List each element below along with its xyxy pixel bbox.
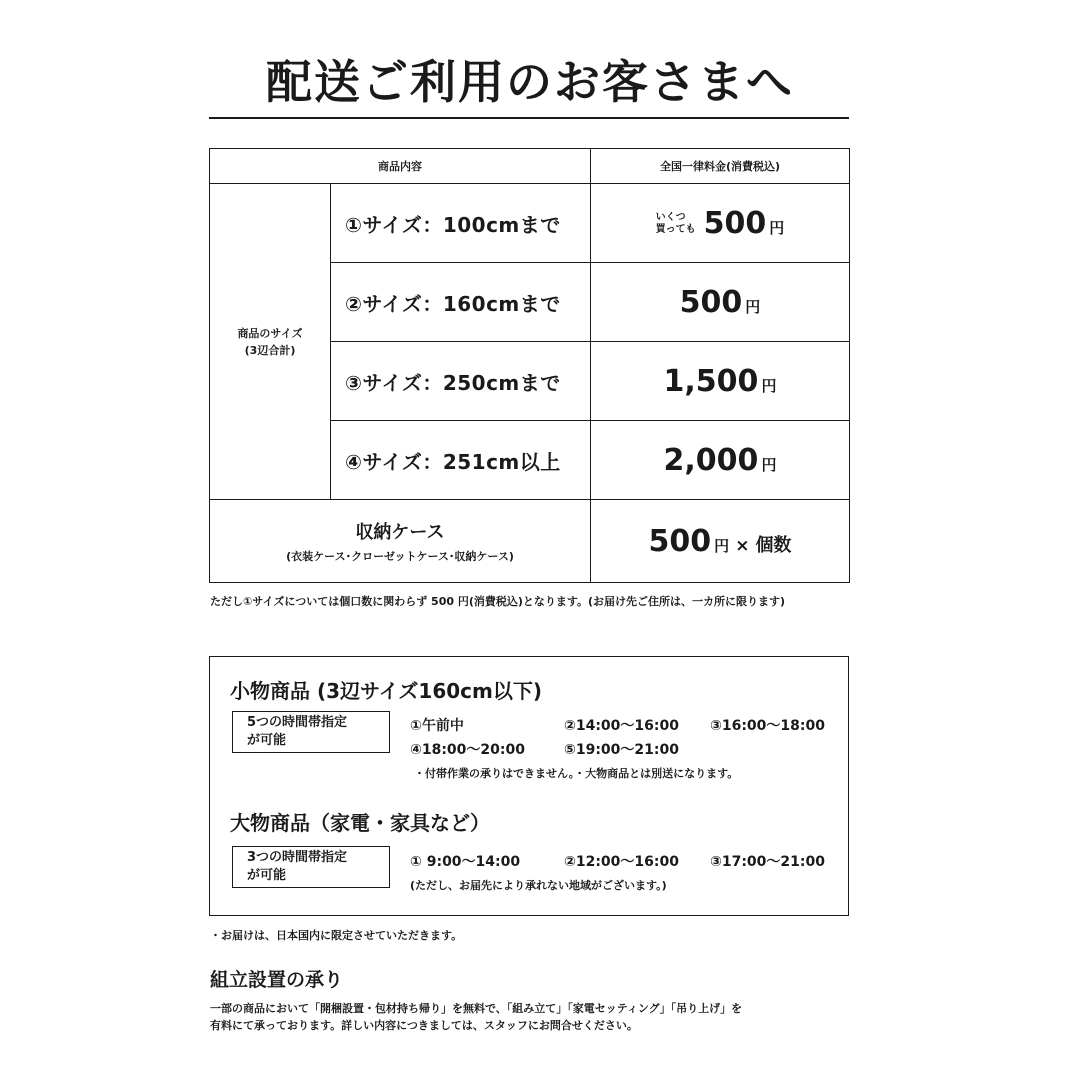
time-slot: ⑤19:00～21:00 — [564, 742, 679, 758]
small-items-heading: 小物商品 (3辺サイズ160cm以下) — [230, 679, 543, 703]
size-group-label-line2: (3辺合計) — [244, 343, 296, 357]
size-label: ③サイズ：250cmまで — [331, 342, 591, 421]
assembly-line2: 有料にて承っております。詳しい内容につきましては、スタッフにお問合せください。 — [210, 1019, 638, 1032]
size-label: ④サイズ：251cm以上 — [331, 421, 591, 500]
large-tag-line1: 3つの時間帯指定 — [247, 850, 348, 865]
yen-unit: 円 — [761, 455, 777, 474]
delivery-time-box — [209, 656, 849, 916]
table-row-storage — [210, 500, 850, 583]
time-slot: ① 9:00～14:00 — [410, 854, 521, 870]
times-sign: × — [735, 535, 750, 556]
large-items-note: (ただし、お届先により承れない地域がございます。) — [410, 879, 667, 892]
size-label: ①サイズ：100cmまで — [331, 184, 591, 263]
time-slot: ②12:00～16:00 — [564, 854, 679, 870]
shipping-rate-table — [209, 148, 850, 583]
small-tag-line1: 5つの時間帯指定 — [247, 715, 348, 730]
time-slot: ③17:00～21:00 — [710, 854, 825, 870]
small-items-tag — [232, 711, 390, 753]
price-note-line2: 買っても — [655, 223, 696, 235]
price-cell — [591, 263, 850, 342]
price-cell — [591, 421, 850, 500]
assembly-title: 組立設置の承り — [210, 969, 344, 991]
storage-subtitle: (衣装ケース･クローゼットケース･収納ケース) — [286, 550, 514, 563]
price-value: 2,000 — [663, 442, 759, 478]
quantity-label: 個数 — [755, 534, 792, 556]
yen-unit: 円 — [714, 536, 730, 555]
size-group-label — [210, 184, 331, 500]
price-value: 500 — [679, 284, 743, 320]
yen-unit: 円 — [769, 219, 785, 238]
assembly-body — [210, 1000, 850, 1034]
storage-label — [210, 500, 591, 583]
small-items-note: ・付帯作業の承りはできません。・大物商品とは別送になります。 — [414, 767, 739, 780]
time-slot: ④18:00～20:00 — [410, 742, 525, 758]
time-slot: ①午前中 — [410, 718, 464, 734]
price-note — [656, 212, 696, 236]
table-footnote: ただし①サイズについては個口数に関わらず 500 円(消費税込)となります。(お届け先ご住所は、一カ所に限ります) — [210, 595, 786, 608]
price-cell — [591, 342, 850, 421]
time-slot: ③16:00～18:00 — [710, 718, 825, 734]
large-items-tag — [232, 846, 390, 888]
time-slot: ②14:00～16:00 — [564, 718, 679, 734]
size-group-label-line1: 商品のサイズ — [237, 326, 303, 340]
storage-price-value: 500 — [648, 523, 712, 559]
page-title: 配送ご利用のお客さまへ — [266, 55, 794, 109]
large-items-heading: 大物商品（家電・家具など） — [230, 811, 490, 835]
price-value: 1,500 — [663, 363, 759, 399]
title-underline — [209, 117, 849, 119]
table-header-row — [210, 149, 850, 184]
yen-unit: 円 — [745, 297, 761, 316]
price-cell — [591, 184, 850, 263]
header-price: 全国一律料金(消費税込) — [591, 149, 850, 184]
size-label: ②サイズ：160cmまで — [331, 263, 591, 342]
header-product: 商品内容 — [210, 149, 591, 184]
storage-title: 収納ケース — [355, 522, 445, 543]
storage-price-cell — [591, 500, 850, 583]
assembly-line1: 一部の商品において「開梱設置・包材持ち帰り」を無料で、「組み立て」「家電セッティング」「吊り上げ」を — [210, 1002, 743, 1015]
yen-unit: 円 — [761, 376, 777, 395]
domestic-note: ・お届けは、日本国内に限定させていただきます。 — [210, 929, 463, 942]
table-row — [210, 184, 850, 263]
price-value: 500 — [703, 206, 767, 242]
large-tag-line2: が可能 — [247, 868, 287, 883]
small-tag-line2: が可能 — [247, 733, 287, 748]
price-note-line1: いくつ — [655, 211, 686, 223]
